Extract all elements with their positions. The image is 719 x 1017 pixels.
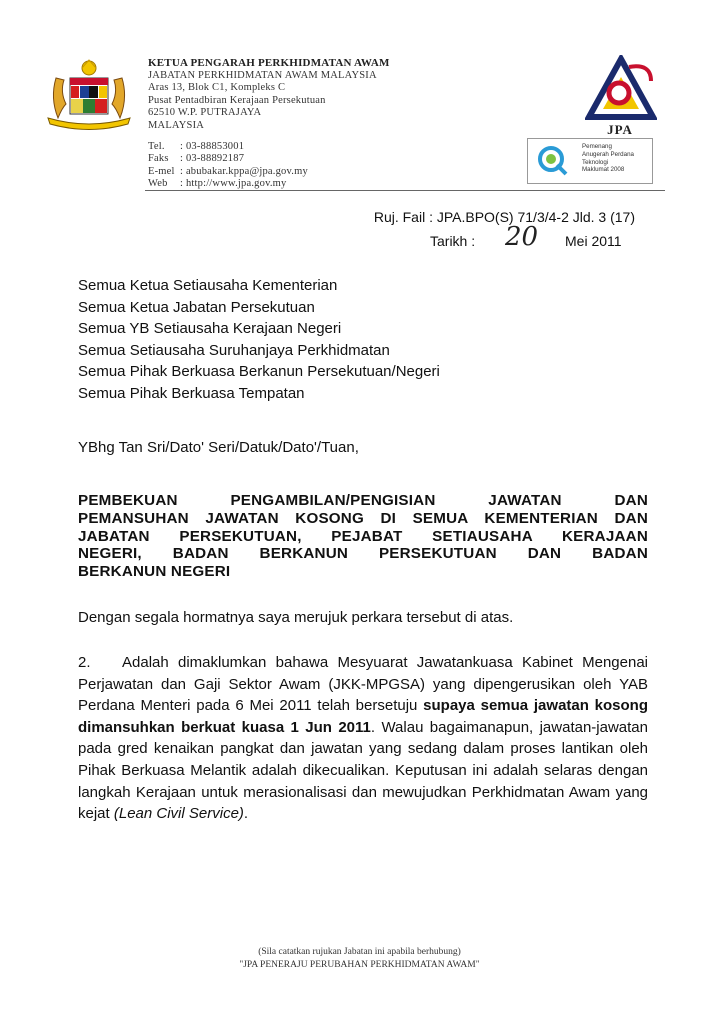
paragraph-text: . Walau bagaimanapun, jawatan-jawatan pada gred kenaikan pangkat dan jawatan yang sedang dalam proses lantikan oleh Pihak Berkuasa Melantik adalah dikecualikan. Keputusan ini adalah selaras dengan langkah Kerajaan untuk merasionalisasi dan mewujudkan Perkhidmatan Awam yang kejat bbox=[78, 718, 648, 823]
paragraph-2 bbox=[78, 652, 648, 825]
subject-heading bbox=[78, 492, 648, 581]
paragraph-1: Dengan segala hormatnya saya merujuk perkara tersebut di atas. bbox=[78, 609, 514, 626]
malaysia-coat-of-arms-icon bbox=[44, 58, 134, 130]
address-line: 62510 W.P. PUTRAJAYA bbox=[148, 107, 262, 119]
recipient-line: Semua Setiausaha Suruhanjaya Perkhidmatan bbox=[78, 341, 390, 359]
footer bbox=[0, 946, 719, 972]
org-title: KETUA PENGARAH PERKHIDMATAN AWAM bbox=[148, 57, 390, 69]
salutation: YBhg Tan Sri/Dato' Seri/Datuk/Dato'/Tuan, bbox=[78, 439, 359, 456]
subject-line: NEGERI, BADAN BERKANUN PERSEKUTUAN DAN BADAN bbox=[78, 545, 648, 563]
award-text: Pemenang Anugerah Perdana Teknologi Maklumat 2008 bbox=[582, 143, 634, 174]
q-award-icon bbox=[535, 143, 569, 177]
paragraph-italic-text: (Lean Civil Service) bbox=[113, 805, 244, 823]
recipient-line: Semua Pihak Berkuasa Berkanun Persekutuan/Negeri bbox=[78, 363, 440, 380]
footer-note: (Sila catatkan rujukan Jabatan ini apabila berhubung) bbox=[258, 947, 461, 957]
recipient-line: Semua Pihak Berkuasa Tempatan bbox=[78, 384, 305, 402]
header-divider bbox=[145, 190, 665, 191]
dept-name: JABATAN PERKHIDMATAN AWAM MALAYSIA bbox=[148, 69, 377, 81]
paragraph-text: . bbox=[243, 805, 249, 823]
recipient-line: Semua Ketua Setiausaha Kementerian bbox=[78, 277, 338, 294]
footer-slogan: "JPA PENERAJU PERUBAHAN PERKHIDMATAN AWAM" bbox=[239, 960, 480, 970]
file-reference: Ruj. Fail : JPA.BPO(S) 71/3/4-2 Jld. 3 (17) bbox=[373, 209, 635, 225]
jpa-logo-text: JPA bbox=[607, 122, 633, 137]
jpa-logo-icon bbox=[585, 55, 657, 123]
paragraph-text: Adalah dimaklumkan bahawa Mesyuarat Jawatankuasa Kabinet Mengenai Perjawatan dan Gaji Sektor Awam (JKK-MPGSA) yang dipengerusikan oleh YAB Perdana Menteri pada 6 Mei 2011 telah bersetuju bbox=[78, 654, 648, 715]
recipient-line: Semua YB Setiausaha Kerajaan Negeri bbox=[78, 320, 342, 337]
contact-email: E-mel : abubakar.kppa@jpa.gov.my bbox=[148, 165, 308, 177]
address-line: Aras 13, Blok C1, Kompleks C bbox=[148, 82, 286, 94]
contact-tel: Tel. : 03-88853001 bbox=[148, 140, 245, 152]
paragraph-number: 2. bbox=[78, 654, 91, 671]
subject-line: JABATAN PERSEKUTUAN, PEJABAT SETIAUSAHA KERAJAAN bbox=[78, 527, 648, 545]
subject-line: BERKANUN NEGERI bbox=[78, 563, 231, 581]
letterhead-address bbox=[148, 57, 390, 191]
subject-line: PEMBEKUAN PENGAMBILAN/PENGISIAN JAWATAN DAN bbox=[78, 492, 648, 509]
paragraph-bold-text: supaya semua jawatan kosong dimansuhkan berkuat kuasa 1 Jun 2011 bbox=[78, 697, 648, 736]
recipient-list bbox=[78, 275, 440, 404]
date-month-year: Mei 2011 bbox=[565, 233, 622, 249]
subject-line: PEMANSUHAN JAWATAN KOSONG DI SEMUA KEMENTERIAN DAN bbox=[78, 509, 648, 527]
date-day-handwritten: 20 bbox=[505, 222, 539, 252]
date-label: Tarikh : bbox=[430, 233, 476, 249]
contact-web: Web : http://www.jpa.gov.my bbox=[148, 178, 287, 190]
contact-fax: Faks : 03-88892187 bbox=[148, 153, 245, 165]
address-line: Pusat Pentadbiran Kerajaan Persekutuan bbox=[148, 94, 326, 106]
address-country: MALAYSIA bbox=[148, 119, 205, 131]
recipient-line: Semua Ketua Jabatan Persekutuan bbox=[78, 298, 315, 316]
